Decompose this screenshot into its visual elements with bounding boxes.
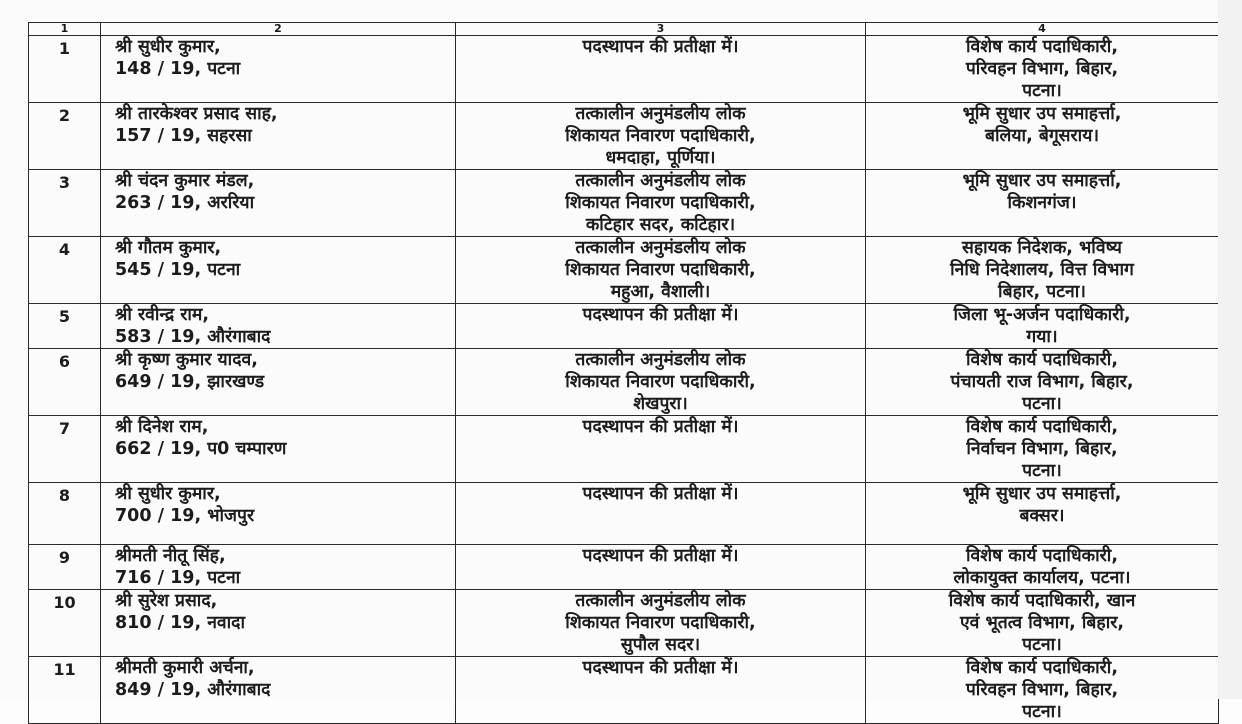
officer-name-cell-line: 716 / 19, पटना — [115, 568, 241, 588]
posting-table — [28, 22, 1219, 724]
previous-posting-cell — [456, 349, 866, 416]
previous-posting-cell — [456, 103, 866, 170]
new-posting-cell — [866, 483, 1219, 545]
previous-posting-cell-line: महुआ, वैशाली। — [610, 282, 711, 302]
new-posting-cell — [866, 545, 1219, 590]
officer-name-cell-line: 263 / 19, अररिया — [115, 193, 255, 213]
new-posting-cell-line: परिवहन विभाग, बिहार, — [965, 680, 1119, 700]
officer-name-cell — [101, 483, 456, 545]
new-posting-cell-line: गया। — [1026, 327, 1058, 347]
previous-posting-cell-line: शिकायत निवारण पदाधिकारी, — [565, 193, 756, 213]
new-posting-cell-line: पटना। — [1022, 461, 1062, 481]
table-row — [29, 657, 1219, 724]
officer-name-cell-line: श्रीमती कुमारी अर्चना, — [115, 658, 255, 678]
previous-posting-cell-line: पदस्थापन की प्रतीक्षा में। — [582, 658, 739, 678]
new-posting-cell — [866, 36, 1219, 103]
new-posting-cell — [866, 590, 1219, 657]
serial-number-cell: 2 — [29, 103, 101, 170]
previous-posting-cell-line: शिकायत निवारण पदाधिकारी, — [565, 126, 756, 146]
previous-posting-cell-line: तत्कालीन अनुमंडलीय लोक — [575, 591, 746, 611]
new-posting-cell — [866, 657, 1219, 724]
serial-number-cell: 1 — [29, 36, 101, 103]
officer-name-cell-line: श्रीमती नीतू सिंह, — [115, 546, 226, 566]
previous-posting-cell — [456, 416, 866, 483]
serial-number-cell: 10 — [29, 590, 101, 657]
previous-posting-cell — [456, 36, 866, 103]
officer-name-cell-line: श्री सुधीर कुमार, — [115, 484, 221, 504]
table-row — [29, 349, 1219, 416]
table-row — [29, 483, 1219, 545]
previous-posting-cell-line: तत्कालीन अनुमंडलीय लोक — [575, 104, 746, 124]
new-posting-cell-line: भूमि सुधार उप समाहर्त्ता, — [962, 104, 1122, 124]
officer-name-cell — [101, 590, 456, 657]
officer-name-cell — [101, 416, 456, 483]
new-posting-cell-line: विशेष कार्य पदाधिकारी, — [966, 350, 1118, 370]
previous-posting-cell-line: कटिहार सदर, कटिहार। — [585, 215, 736, 235]
column-header-3: 3 — [456, 23, 866, 36]
officer-name-cell — [101, 349, 456, 416]
officer-name-cell-line: श्री कृष्ण कुमार यादव, — [115, 350, 258, 370]
new-posting-cell-line: परिवहन विभाग, बिहार, — [965, 59, 1119, 79]
officer-name-cell-line: 810 / 19, नवादा — [115, 613, 245, 633]
previous-posting-cell — [456, 657, 866, 724]
previous-posting-cell-line: पदस्थापन की प्रतीक्षा में। — [582, 546, 739, 566]
previous-posting-cell-line: शिकायत निवारण पदाधिकारी, — [565, 260, 756, 280]
officer-name-cell — [101, 304, 456, 349]
new-posting-cell-line: भूमि सुधार उप समाहर्त्ता, — [962, 484, 1122, 504]
previous-posting-cell-line: तत्कालीन अनुमंडलीय लोक — [575, 171, 746, 191]
table-row — [29, 416, 1219, 483]
officer-name-cell-line: 649 / 19, झारखण्ड — [115, 372, 265, 392]
officer-name-cell-line: 662 / 19, प0 चम्पारण — [115, 439, 287, 459]
serial-number-cell: 7 — [29, 416, 101, 483]
officer-name-cell-line: श्री सुरेश प्रसाद, — [115, 591, 218, 611]
previous-posting-cell — [456, 590, 866, 657]
officer-name-cell-line: श्री रवीन्द्र राम, — [115, 305, 210, 325]
officer-name-cell-line: 545 / 19, पटना — [115, 260, 241, 280]
new-posting-cell-line: पटना। — [1022, 81, 1062, 101]
previous-posting-cell-line: पदस्थापन की प्रतीक्षा में। — [582, 305, 739, 325]
header-row — [29, 23, 1219, 36]
new-posting-cell — [866, 103, 1219, 170]
serial-number-cell: 5 — [29, 304, 101, 349]
officer-name-cell — [101, 170, 456, 237]
table-row — [29, 170, 1219, 237]
column-header-4: 4 — [866, 23, 1219, 36]
previous-posting-cell — [456, 545, 866, 590]
officer-name-cell — [101, 36, 456, 103]
previous-posting-cell-line: सुपौल सदर। — [620, 635, 701, 655]
previous-posting-cell-line: पदस्थापन की प्रतीक्षा में। — [582, 417, 739, 437]
table-row — [29, 590, 1219, 657]
serial-number-cell: 3 — [29, 170, 101, 237]
officer-name-cell-line: श्री गौतम कुमार, — [115, 238, 222, 258]
officer-name-cell-line: 583 / 19, औरंगाबाद — [115, 327, 271, 347]
new-posting-cell-line: विशेष कार्य पदाधिकारी, — [966, 37, 1118, 57]
new-posting-cell — [866, 237, 1219, 304]
officer-name-cell — [101, 545, 456, 590]
previous-posting-cell-line: शिकायत निवारण पदाधिकारी, — [565, 613, 756, 633]
officer-name-cell — [101, 657, 456, 724]
new-posting-cell-line: विशेष कार्य पदाधिकारी, — [966, 658, 1118, 678]
officer-name-cell — [101, 103, 456, 170]
new-posting-cell-line: पंचायती राज विभाग, बिहार, — [950, 372, 1134, 392]
new-posting-cell-line: बक्सर। — [1019, 506, 1065, 526]
serial-number-cell: 11 — [29, 657, 101, 724]
new-posting-cell — [866, 416, 1219, 483]
previous-posting-cell-line: तत्कालीन अनुमंडलीय लोक — [575, 238, 746, 258]
column-header-2: 2 — [101, 23, 456, 36]
new-posting-cell-line: पटना। — [1022, 635, 1062, 655]
previous-posting-cell — [456, 304, 866, 349]
previous-posting-cell — [456, 483, 866, 545]
new-posting-cell — [866, 304, 1219, 349]
officer-name-cell-line: श्री चंदन कुमार मंडल, — [115, 171, 255, 191]
officer-name-cell — [101, 237, 456, 304]
officer-name-cell-line: 700 / 19, भोजपुर — [115, 506, 255, 526]
new-posting-cell-line: बिहार, पटना। — [998, 282, 1086, 302]
column-header-1: 1 — [29, 23, 101, 36]
officer-name-cell-line: 157 / 19, सहरसा — [115, 126, 252, 146]
previous-posting-cell — [456, 170, 866, 237]
new-posting-cell-line: विशेष कार्य पदाधिकारी, खान — [948, 591, 1136, 611]
officer-name-cell-line: श्री सुधीर कुमार, — [115, 37, 221, 57]
serial-number-cell: 8 — [29, 483, 101, 545]
new-posting-cell — [866, 349, 1219, 416]
previous-posting-cell-line: तत्कालीन अनुमंडलीय लोक — [575, 350, 746, 370]
new-posting-cell-line: भूमि सुधार उप समाहर्त्ता, — [962, 171, 1122, 191]
serial-number-cell: 6 — [29, 349, 101, 416]
new-posting-cell-line: लोकायुक्त कार्यालय, पटना। — [953, 568, 1131, 588]
officer-name-cell-line: श्री तारकेश्वर प्रसाद साह, — [115, 104, 278, 124]
serial-number-cell: 4 — [29, 237, 101, 304]
table-row — [29, 545, 1219, 590]
serial-number-cell: 9 — [29, 545, 101, 590]
new-posting-cell-line: बलिया, बेगूसराय। — [985, 126, 1099, 146]
previous-posting-cell-line: पदस्थापन की प्रतीक्षा में। — [582, 484, 739, 504]
new-posting-cell-line: विशेष कार्य पदाधिकारी, — [966, 546, 1118, 566]
previous-posting-cell-line: शेखपुरा। — [633, 394, 688, 414]
new-posting-cell-line: किशनगंज। — [1007, 193, 1077, 213]
new-posting-cell-line: निधि निदेशालय, वित्त विभाग — [950, 260, 1134, 280]
table-row — [29, 237, 1219, 304]
new-posting-cell — [866, 170, 1219, 237]
table-row — [29, 103, 1219, 170]
new-posting-cell-line: जिला भू-अर्जन पदाधिकारी, — [953, 305, 1131, 325]
new-posting-cell-line: निर्वाचन विभाग, बिहार, — [966, 439, 1118, 459]
previous-posting-cell-line: पदस्थापन की प्रतीक्षा में। — [582, 37, 739, 57]
previous-posting-cell-line: धमदाहा, पूर्णिया। — [605, 148, 716, 168]
table-row — [29, 304, 1219, 349]
new-posting-cell-line: एवं भूतत्व विभाग, बिहार, — [959, 613, 1125, 633]
officer-name-cell-line: 849 / 19, औरंगाबाद — [115, 680, 271, 700]
new-posting-cell-line: विशेष कार्य पदाधिकारी, — [966, 417, 1118, 437]
new-posting-cell-line: पटना। — [1022, 394, 1062, 414]
previous-posting-cell — [456, 237, 866, 304]
table-row — [29, 36, 1219, 103]
officer-name-cell-line: श्री दिनेश राम, — [115, 417, 209, 437]
page-edge — [1218, 0, 1242, 699]
new-posting-cell-line: पटना। — [1022, 702, 1062, 722]
officer-name-cell-line: 148 / 19, पटना — [115, 59, 241, 79]
previous-posting-cell-line: शिकायत निवारण पदाधिकारी, — [565, 372, 756, 392]
new-posting-cell-line: सहायक निदेशक, भविष्य — [962, 238, 1122, 258]
